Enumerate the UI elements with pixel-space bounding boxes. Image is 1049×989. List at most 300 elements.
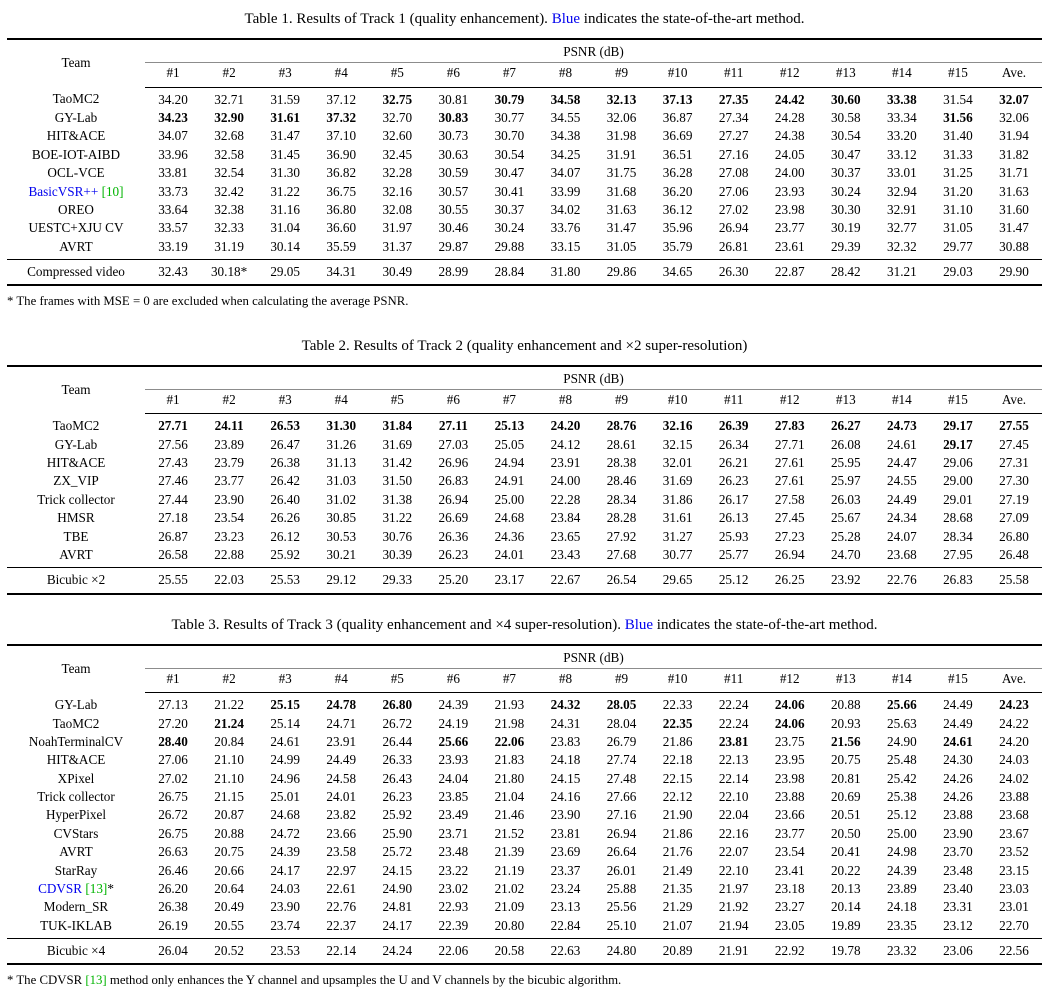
psnr-value-cell: 20.87 <box>214 807 244 823</box>
table-3-title-text: indicates the state-of-the-art method. <box>653 616 878 633</box>
column-header: #14 <box>874 63 930 87</box>
psnr-value-cell: 31.25 <box>943 165 973 181</box>
psnr-value-cell: 24.15 <box>382 862 413 878</box>
team-name-cell <box>7 825 145 843</box>
psnr-value-cell: 32.54 <box>214 165 244 181</box>
team-name-cell <box>7 843 145 861</box>
column-header: #5 <box>369 668 425 692</box>
psnr-value-cell: 24.81 <box>382 899 413 915</box>
table-row <box>7 87 1042 109</box>
psnr-value-cell: 36.20 <box>662 183 693 199</box>
psnr-value-cell: 23.70 <box>943 844 973 860</box>
psnr-value-cell: 20.88 <box>214 825 244 841</box>
psnr-value-cell: 24.26 <box>943 770 973 786</box>
psnr-value-cell: 23.43 <box>550 546 581 562</box>
team-name-cell <box>7 806 145 824</box>
psnr-value-cell: 24.49 <box>326 752 357 768</box>
psnr-value-cell: 24.15 <box>550 770 581 786</box>
psnr-value-cell: 23.68 <box>887 546 917 562</box>
psnr-value-cell: 32.01 <box>662 455 693 471</box>
psnr-value-cell: 24.16 <box>550 789 581 805</box>
team-name-text: GY-Lab <box>54 436 98 452</box>
psnr-value-cell: 32.06 <box>606 110 637 126</box>
psnr-value-cell: 35.79 <box>662 238 693 254</box>
psnr-value-cell: 23.98 <box>774 770 805 786</box>
team-name-text: ZX_VIP <box>53 473 99 489</box>
column-header: #8 <box>537 390 593 414</box>
psnr-value-cell: 23.77 <box>774 220 805 236</box>
psnr-value-cell: 22.39 <box>438 917 469 933</box>
table-row <box>7 770 1042 788</box>
psnr-value-cell: 24.06 <box>774 715 805 731</box>
team-name-cell <box>7 127 145 145</box>
psnr-value-cell: 24.61 <box>943 734 973 750</box>
column-header: #9 <box>594 668 650 692</box>
psnr-value-cell: 34.20 <box>158 91 188 107</box>
table-row <box>7 825 1042 843</box>
psnr-value-cell: 33.99 <box>550 183 581 199</box>
team-name-text: Trick collector <box>37 491 115 507</box>
psnr-value-cell: 28.40 <box>158 734 188 750</box>
psnr-value-cell: 31.03 <box>326 473 357 489</box>
column-header: #10 <box>650 668 706 692</box>
psnr-value-cell: 31.56 <box>943 110 973 126</box>
psnr-value-cell: 23.88 <box>774 789 805 805</box>
psnr-value-cell: 25.66 <box>438 734 469 750</box>
table-3-section <box>0 616 1049 989</box>
psnr-value-cell: 29.17 <box>943 436 973 452</box>
column-header: #12 <box>762 668 818 692</box>
psnr-value-cell: 31.22 <box>382 510 413 526</box>
psnr-value-cell: 24.30 <box>943 752 973 768</box>
column-header: #13 <box>818 668 874 692</box>
psnr-value-cell: 24.17 <box>382 917 413 933</box>
psnr-value-cell: 32.42 <box>214 183 244 199</box>
psnr-value-cell: 21.80 <box>494 770 525 786</box>
team-name-cell <box>7 491 145 509</box>
team-name-text: AVRT <box>59 546 93 562</box>
team-name-cell <box>7 862 145 880</box>
table-row <box>7 414 1042 436</box>
psnr-value-cell: 24.49 <box>887 491 917 507</box>
psnr-value-cell: 22.35 <box>662 715 693 731</box>
psnr-value-cell: 27.44 <box>158 491 188 507</box>
psnr-value-cell: 21.07 <box>662 917 693 933</box>
psnr-value-cell: 26.80 <box>382 697 413 713</box>
psnr-value-cell: 27.45 <box>999 436 1029 452</box>
team-name-text: TaoMC2 <box>52 91 100 107</box>
psnr-value-cell: 23.95 <box>774 752 805 768</box>
psnr-value-cell: 30.60 <box>830 91 861 107</box>
psnr-value-cell: 20.41 <box>830 844 861 860</box>
psnr-value-cell: 24.00 <box>774 165 805 181</box>
table-row <box>7 788 1042 806</box>
table-row <box>7 546 1042 568</box>
table-row <box>7 238 1042 260</box>
team-name-text: OREO <box>58 201 94 217</box>
psnr-value-cell: 23.54 <box>774 844 805 860</box>
psnr-value-cell: 27.06 <box>718 183 749 199</box>
psnr-value-cell: 31.82 <box>999 146 1029 162</box>
psnr-value-cell: 24.55 <box>887 473 917 489</box>
psnr-value-cell: 23.12 <box>943 917 973 933</box>
psnr-value-cell: 31.13 <box>326 455 357 471</box>
table-row <box>7 219 1042 237</box>
column-header: #8 <box>537 63 593 87</box>
psnr-value-cell: 20.69 <box>830 789 861 805</box>
column-header: #12 <box>762 390 818 414</box>
team-name-cell <box>7 238 145 260</box>
team-name-cell <box>7 219 145 237</box>
psnr-value-cell: 30.46 <box>438 220 469 236</box>
psnr-value-cell: 23.65 <box>550 528 581 544</box>
psnr-value-cell: 27.19 <box>999 491 1029 507</box>
psnr-value-cell: 24.90 <box>382 880 413 896</box>
team-name-text: TaoMC2 <box>52 418 100 434</box>
psnr-value-cell: 26.12 <box>270 528 300 544</box>
psnr-value-cell: 23.40 <box>943 880 973 896</box>
psnr-value-cell: 26.81 <box>718 238 749 254</box>
psnr-value-cell: 21.90 <box>662 807 693 823</box>
column-header: #3 <box>257 63 313 87</box>
psnr-value-cell: 25.38 <box>887 789 917 805</box>
psnr-value-cell: 27.02 <box>718 201 749 217</box>
psnr-value-cell: 32.60 <box>382 128 413 144</box>
psnr-value-cell: 21.92 <box>718 899 749 915</box>
psnr-value-cell: 21.52 <box>494 825 525 841</box>
team-name-text: BOE-IOT-AIBD <box>31 146 121 162</box>
psnr-value-cell: 25.13 <box>494 418 525 434</box>
table-row <box>7 843 1042 861</box>
psnr-value-cell: 27.31 <box>999 455 1029 471</box>
psnr-value-cell: 31.50 <box>382 473 413 489</box>
psnr-value-cell: 35.59 <box>326 238 357 254</box>
psnr-value-cell: 27.43 <box>158 455 188 471</box>
table-3 <box>7 644 1042 966</box>
psnr-value-cell: 24.31 <box>550 715 581 731</box>
psnr-value-cell: 29.05 <box>257 259 313 285</box>
psnr-group-header: PSNR (dB) <box>145 39 1042 63</box>
table-2-title <box>0 337 1049 355</box>
psnr-value-cell: 27.13 <box>158 697 188 713</box>
psnr-value-cell: 31.16 <box>270 201 300 217</box>
psnr-value-cell: 23.53 <box>257 939 313 965</box>
column-header: #5 <box>369 63 425 87</box>
psnr-value-cell: 23.23 <box>214 528 244 544</box>
table-1-title-blue-text: Blue <box>551 11 581 27</box>
psnr-value-cell: 31.63 <box>999 183 1029 199</box>
psnr-value-cell: 26.94 <box>438 491 469 507</box>
column-header: Ave. <box>986 390 1042 414</box>
psnr-value-cell: 34.07 <box>158 128 188 144</box>
psnr-value-cell: 20.75 <box>830 752 861 768</box>
psnr-value-cell: 31.02 <box>326 491 357 507</box>
psnr-value-cell: 22.84 <box>550 917 581 933</box>
psnr-value-cell: 25.15 <box>270 697 300 713</box>
psnr-value-cell: 31.26 <box>326 436 357 452</box>
psnr-value-cell: 22.61 <box>326 880 357 896</box>
psnr-value-cell: 31.19 <box>214 238 244 254</box>
psnr-value-cell: 28.99 <box>425 259 481 285</box>
psnr-value-cell: 27.23 <box>774 528 805 544</box>
psnr-value-cell: 23.74 <box>270 917 300 933</box>
psnr-value-cell: 21.10 <box>214 752 244 768</box>
psnr-value-cell: 20.64 <box>214 880 244 896</box>
psnr-value-cell: 34.31 <box>313 259 369 285</box>
psnr-value-cell: 30.49 <box>369 259 425 285</box>
table-3-footnote <box>7 973 1042 988</box>
psnr-value-cell: 26.75 <box>158 789 188 805</box>
psnr-value-cell: 23.58 <box>326 844 357 860</box>
table-row <box>7 127 1042 145</box>
psnr-value-cell: 34.23 <box>158 110 188 126</box>
column-header: #3 <box>257 390 313 414</box>
psnr-value-cell: 24.61 <box>270 734 300 750</box>
psnr-value-cell: 25.14 <box>270 715 300 731</box>
psnr-value-cell: 22.04 <box>718 807 749 823</box>
column-header: #15 <box>930 63 986 87</box>
psnr-value-cell: 26.94 <box>606 825 637 841</box>
psnr-value-cell: 24.01 <box>326 789 357 805</box>
column-header: #10 <box>650 63 706 87</box>
psnr-value-cell: 27.46 <box>158 473 188 489</box>
psnr-value-cell: 24.18 <box>550 752 581 768</box>
psnr-value-cell: 24.28 <box>774 110 805 126</box>
psnr-value-cell: 30.14 <box>270 238 300 254</box>
psnr-value-cell: 19.89 <box>830 917 861 933</box>
psnr-value-cell: 25.95 <box>830 455 861 471</box>
psnr-value-cell: 27.95 <box>943 546 973 562</box>
psnr-value-cell: 20.80 <box>494 917 525 933</box>
psnr-value-cell: 23.17 <box>481 568 537 594</box>
psnr-value-cell: 26.69 <box>438 510 469 526</box>
psnr-value-cell: 24.49 <box>943 697 973 713</box>
psnr-value-cell: 31.68 <box>606 183 637 199</box>
psnr-value-cell: 26.75 <box>158 825 188 841</box>
psnr-value-cell: 25.63 <box>887 715 917 731</box>
psnr-value-cell: 29.00 <box>943 473 973 489</box>
psnr-value-cell: 22.06 <box>494 734 525 750</box>
team-column-header: Team <box>61 661 91 677</box>
table-row <box>7 509 1042 527</box>
psnr-value-cell: 23.90 <box>943 825 973 841</box>
psnr-value-cell: 24.06 <box>774 697 805 713</box>
psnr-value-cell: 28.84 <box>481 259 537 285</box>
psnr-value-cell: 27.11 <box>438 418 468 434</box>
psnr-value-cell: 22.93 <box>438 899 469 915</box>
psnr-value-cell: 26.83 <box>438 473 469 489</box>
psnr-value-cell: 22.14 <box>313 939 369 965</box>
psnr-value-cell: 26.08 <box>830 436 861 452</box>
psnr-value-cell: 26.17 <box>718 491 749 507</box>
psnr-value-cell: 26.54 <box>594 568 650 594</box>
psnr-value-cell: 31.63 <box>606 201 637 217</box>
column-header: #9 <box>594 63 650 87</box>
psnr-value-cell: 27.27 <box>718 128 749 144</box>
psnr-value-cell: 25.77 <box>718 546 749 562</box>
psnr-value-cell: 24.58 <box>326 770 357 786</box>
psnr-value-cell: 28.04 <box>606 715 637 731</box>
psnr-value-cell: 33.76 <box>550 220 581 236</box>
psnr-value-cell: 31.98 <box>606 128 637 144</box>
psnr-value-cell: 25.12 <box>887 807 917 823</box>
psnr-value-cell: 31.75 <box>606 165 637 181</box>
psnr-value-cell: 30.30 <box>830 201 861 217</box>
psnr-group-header: PSNR (dB) <box>145 645 1042 669</box>
column-header: #6 <box>425 63 481 87</box>
psnr-value-cell: 23.88 <box>943 807 973 823</box>
psnr-value-cell: 24.78 <box>326 697 357 713</box>
psnr-value-cell: 22.70 <box>999 917 1029 933</box>
table-1 <box>7 38 1042 286</box>
column-header: #6 <box>425 668 481 692</box>
psnr-value-cell: 23.24 <box>550 880 581 896</box>
psnr-value-cell: 23.81 <box>718 734 749 750</box>
psnr-value-cell: 23.66 <box>326 825 357 841</box>
psnr-value-cell: 23.48 <box>438 844 469 860</box>
psnr-value-cell: 26.83 <box>930 568 986 594</box>
team-name-cell <box>7 259 145 285</box>
psnr-value-cell: 24.98 <box>887 844 917 860</box>
psnr-value-cell: 29.87 <box>438 238 469 254</box>
psnr-value-cell: 33.15 <box>550 238 581 254</box>
psnr-value-cell: 33.73 <box>158 183 188 199</box>
psnr-value-cell: 31.05 <box>606 238 637 254</box>
psnr-value-cell: 28.76 <box>606 418 637 434</box>
psnr-value-cell: 21.15 <box>214 789 244 805</box>
psnr-value-cell: 25.92 <box>270 546 300 562</box>
column-header: #4 <box>313 63 369 87</box>
psnr-value-cell: 24.70 <box>830 546 861 562</box>
psnr-value-cell: 30.54 <box>494 146 525 162</box>
psnr-value-cell: 24.19 <box>438 715 469 731</box>
team-name-text: TUK-IKLAB <box>40 917 112 933</box>
psnr-value-cell: 27.61 <box>774 473 805 489</box>
team-name-cell <box>7 898 145 916</box>
psnr-value-cell: 36.75 <box>326 183 357 199</box>
psnr-value-cell: 22.10 <box>718 862 749 878</box>
psnr-value-cell: 21.91 <box>706 939 762 965</box>
table-1-title-text: indicates the state-of-the-art method. <box>580 11 805 27</box>
psnr-value-cell: 30.53 <box>326 528 357 544</box>
psnr-value-cell: 21.24 <box>214 715 244 731</box>
psnr-value-cell: 23.06 <box>930 939 986 965</box>
column-header: #7 <box>481 63 537 87</box>
psnr-value-cell: 31.71 <box>999 165 1029 181</box>
psnr-value-cell: 27.45 <box>774 510 805 526</box>
psnr-value-cell: 20.51 <box>830 807 861 823</box>
psnr-value-cell: 20.89 <box>650 939 706 965</box>
team-name-blue-text: CDVSR <box>38 880 83 896</box>
psnr-value-cell: 32.28 <box>382 165 413 181</box>
psnr-value-cell: 22.56 <box>986 939 1042 965</box>
psnr-value-cell: 21.83 <box>494 752 525 768</box>
psnr-value-cell: 23.90 <box>550 807 581 823</box>
psnr-value-cell: 24.94 <box>494 455 525 471</box>
psnr-value-cell: 23.89 <box>214 436 244 452</box>
psnr-value-cell: 26.79 <box>606 734 637 750</box>
psnr-value-cell: 23.82 <box>326 807 357 823</box>
psnr-value-cell: 25.01 <box>270 789 300 805</box>
psnr-value-cell: 24.03 <box>999 752 1029 768</box>
psnr-value-cell: 27.55 <box>999 418 1029 434</box>
psnr-value-cell: 31.38 <box>382 491 413 507</box>
psnr-value-cell: 27.66 <box>606 789 637 805</box>
psnr-value-cell: 24.36 <box>494 528 525 544</box>
psnr-value-cell: 24.96 <box>270 770 300 786</box>
psnr-value-cell: 20.58 <box>481 939 537 965</box>
column-header: #5 <box>369 390 425 414</box>
psnr-value-cell: 21.93 <box>494 697 525 713</box>
psnr-value-cell: 23.77 <box>774 825 805 841</box>
team-name-text: UESTC+XJU CV <box>28 220 124 236</box>
psnr-value-cell: 24.34 <box>887 510 917 526</box>
psnr-value-cell: 31.69 <box>662 473 693 489</box>
table-2-title-text: Table 2. Results of Track 2 (quality enhancement and ×2 super-resolution) <box>301 337 748 354</box>
psnr-value-cell: 23.35 <box>887 917 917 933</box>
table-3-title-blue-text: Blue <box>624 616 654 633</box>
psnr-value-cell: 24.49 <box>943 715 973 731</box>
team-name-cell <box>7 414 145 436</box>
psnr-value-cell: 30.85 <box>326 510 357 526</box>
team-name-cell <box>7 751 145 769</box>
column-header: #11 <box>706 390 762 414</box>
psnr-value-cell: 25.48 <box>887 752 917 768</box>
psnr-value-cell: 30.21 <box>326 546 357 562</box>
psnr-value-cell: 26.13 <box>718 510 749 526</box>
psnr-value-cell: 25.20 <box>425 568 481 594</box>
column-header: #11 <box>706 63 762 87</box>
psnr-value-cell: 31.54 <box>943 91 973 107</box>
psnr-value-cell: 30.57 <box>438 183 469 199</box>
psnr-value-cell: 30.37 <box>494 201 525 217</box>
team-name-text: GY-Lab <box>54 110 98 126</box>
psnr-value-cell: 35.96 <box>662 220 693 236</box>
table-row <box>7 164 1042 182</box>
team-name-text: TBE <box>63 528 89 544</box>
psnr-value-cell: 24.22 <box>999 715 1029 731</box>
psnr-value-cell: 22.15 <box>662 770 693 786</box>
psnr-value-cell: 34.25 <box>550 146 581 162</box>
team-name-cell <box>7 509 145 527</box>
team-name-cell <box>7 546 145 568</box>
column-header: #1 <box>145 668 201 692</box>
psnr-value-cell: 21.10 <box>214 770 244 786</box>
psnr-value-cell: 37.13 <box>662 91 693 107</box>
psnr-value-cell: 26.63 <box>158 844 188 860</box>
psnr-value-cell: 23.92 <box>818 568 874 594</box>
psnr-value-cell: 33.12 <box>887 146 917 162</box>
psnr-value-cell: 22.76 <box>326 899 357 915</box>
psnr-value-cell: 31.97 <box>382 220 413 236</box>
psnr-value-cell: 26.23 <box>382 789 413 805</box>
psnr-value-cell: 32.75 <box>382 91 413 107</box>
psnr-value-cell: 32.38 <box>214 201 244 217</box>
table-1-footnote <box>7 294 1042 309</box>
table-row <box>7 733 1042 751</box>
table-2 <box>7 365 1042 595</box>
psnr-value-cell: 20.55 <box>214 917 244 933</box>
psnr-value-cell: 34.65 <box>650 259 706 285</box>
psnr-value-cell: 20.13 <box>830 880 861 896</box>
psnr-value-cell: 23.48 <box>943 862 973 878</box>
psnr-value-cell: 24.80 <box>594 939 650 965</box>
psnr-value-cell: 26.53 <box>270 418 300 434</box>
table-row <box>7 751 1042 769</box>
psnr-value-cell: 30.54 <box>830 128 861 144</box>
psnr-value-cell: 27.08 <box>718 165 749 181</box>
psnr-value-cell: 22.67 <box>537 568 593 594</box>
